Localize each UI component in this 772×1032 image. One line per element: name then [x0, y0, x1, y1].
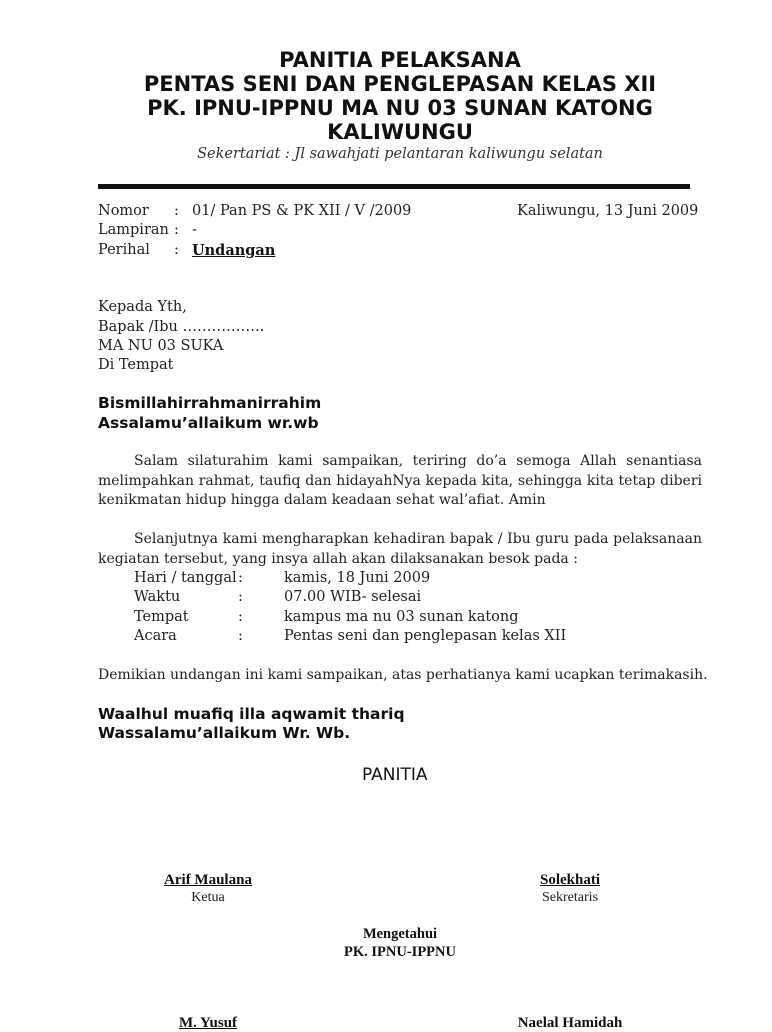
body-paragraph-2: Selanjutnya kami mengharapkan kehadiran bapak / Ibu guru pada pelaksanaan kegiatan tersebut, yang insya allah akan dilaksanakan besok pada :: [98, 531, 702, 567]
signature-bottom-left-name: M. Yusuf: [178, 1015, 238, 1031]
signature-left: [148, 871, 268, 907]
lampiran-label: Lampiran: [98, 222, 169, 238]
signature-bottom-right: [500, 1014, 640, 1032]
farewell-line-1: Waalhul muafiq illa aqwamit thariq: [98, 705, 405, 723]
lampiran-value: -: [192, 222, 197, 238]
greeting-bismillah: Bismillahirrahmanirrahim: [98, 394, 322, 412]
signature-left-name: Arif Maulana: [164, 872, 252, 888]
organization-name: PK. IPNU-IPPNU: [344, 944, 456, 960]
detail-sep-event: :: [238, 628, 243, 644]
detail-value-place: kampus ma nu 03 sunan katong: [284, 609, 519, 625]
perihal-label: Perihal: [98, 242, 150, 258]
perihal-separator: :: [174, 242, 179, 258]
header-line-4: KALIWUNGU: [327, 120, 473, 144]
acknowledge-label: Mengetahui: [362, 926, 438, 942]
header-line-1: PANITIA PELAKSANA: [279, 48, 521, 72]
lampiran-separator: :: [174, 222, 179, 238]
closing-sentence: Demikian undangan ini kami sampaikan, atas perhatianya kami ucapkan terimakasih.: [98, 667, 708, 683]
detail-sep-date: :: [238, 570, 243, 586]
committee-heading: PANITIA: [362, 765, 428, 785]
recipient-line-3: MA NU 03 SUKA: [98, 338, 224, 354]
detail-sep-place: :: [238, 609, 243, 625]
detail-value-date: kamis, 18 Juni 2009: [284, 570, 431, 586]
detail-label-place: Tempat: [134, 609, 189, 625]
nomor-value: 01/ Pan PS & PK XII / V /2009: [192, 203, 412, 219]
recipient-line-1: Kepada Yth,: [98, 299, 187, 315]
signature-right: [510, 871, 630, 907]
body-paragraph-1: Salam silaturahim kami sampaikan, teriring do’a semoga Allah senantiasa melimpahkan rahmat, taufiq dan hidayahNya kepada kita, sehingga kita tetap diberi kenikmatan hidup hingga dalam keadaan sehat wal’afiat. Amin: [98, 453, 702, 508]
header-divider: [98, 184, 690, 189]
detail-sep-time: :: [238, 589, 243, 605]
signature-bottom-right-name: Naelal Hamidah: [517, 1015, 623, 1031]
detail-value-event: Pentas seni dan penglepasan kelas XII: [284, 628, 567, 644]
signature-left-role: Ketua: [191, 890, 225, 905]
detail-value-time: 07.00 WIB- selesai: [284, 589, 422, 605]
signature-right-role: Sekretaris: [542, 890, 598, 905]
header-line-2: PENTAS SENI DAN PENGLEPASAN KELAS XII: [143, 72, 657, 96]
greeting-salam: Assalamu’allaikum wr.wb: [98, 414, 319, 432]
recipient-line-2: Bapak /Ibu ……………..: [98, 319, 265, 335]
detail-label-time: Waktu: [134, 589, 181, 605]
farewell-line-2: Wassalamu’allaikum Wr. Wb.: [98, 724, 351, 742]
perihal-value: Undangan: [192, 242, 276, 259]
place-date: Kaliwungu, 13 Juni 2009: [517, 203, 699, 219]
nomor-label: Nomor: [98, 203, 149, 219]
signature-right-name: Solekhati: [539, 872, 600, 888]
nomor-separator: :: [174, 203, 179, 219]
recipient-line-4: Di Tempat: [98, 357, 174, 373]
detail-label-event: Acara: [134, 628, 177, 644]
secretariat-address: Sekertariat : Jl sawahjati pelantaran kaliwungu selatan: [197, 146, 603, 162]
header-line-3: PK. IPNU-IPPNU MA NU 03 SUNAN KATONG: [147, 96, 653, 120]
signature-bottom-left: [148, 1014, 268, 1032]
detail-label-date: Hari / tanggal: [134, 570, 237, 586]
